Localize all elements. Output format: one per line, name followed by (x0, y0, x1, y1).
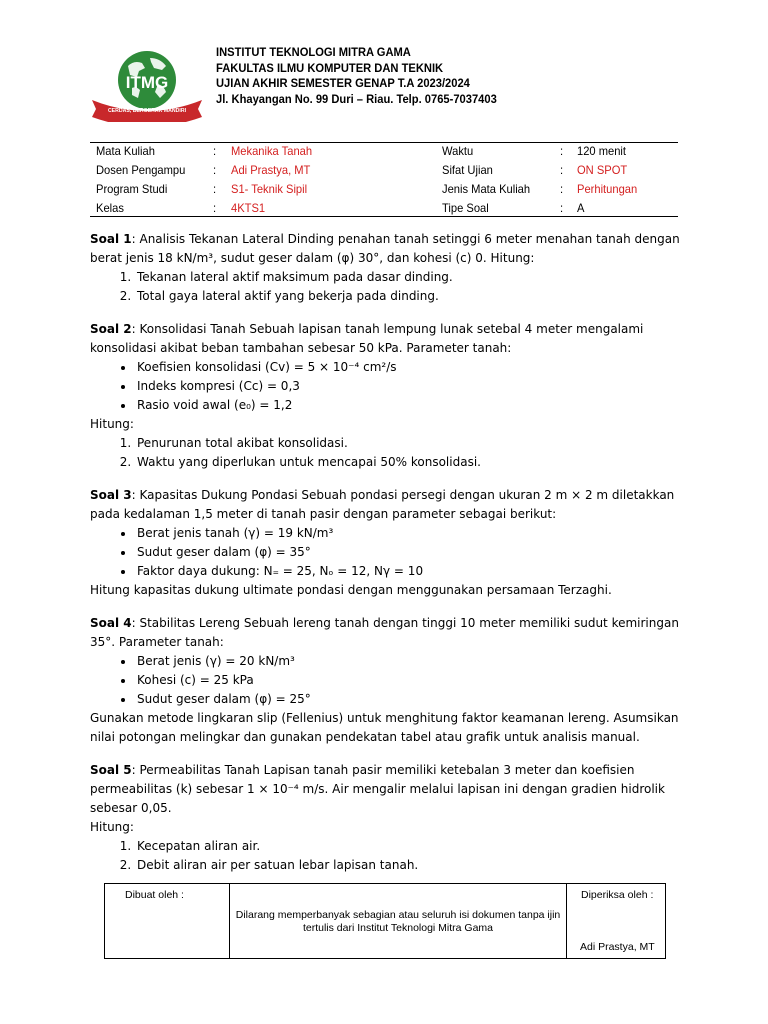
question-2-after: Hitung: (90, 417, 134, 431)
label-dosen: Dosen Pengampu (96, 163, 186, 177)
label-tipe-soal: Tipe Soal (442, 201, 489, 215)
institution-address: Jl. Khayangan No. 99 Duri – Riau. Telp. 0765-7037403 (216, 91, 497, 106)
question-4 (90, 614, 680, 747)
logo-motto: CERDAS, BERGERAK MANDIRI (107, 108, 187, 114)
question-label: Soal 5 (90, 763, 132, 777)
question-body: : Stabilitas Lereng Sebuah lereng tanah dengan tinggi 10 meter memiliki sudut kemiringan 35°. Parameter tanah: (90, 616, 679, 649)
colon: : (213, 182, 217, 196)
list-item: • Rasio void awal (e₀) = 1,2 (135, 396, 680, 415)
list-item: 2. Waktu yang diperlukan untuk mencapai 50% konsolidasi. (135, 453, 680, 472)
value-tipe-soal: A (577, 201, 585, 215)
approval-box (104, 883, 666, 959)
copy-notice-line1: Dilarang memperbanyak sebagian atau seluruh isi dokumen tanpa ijin (235, 909, 561, 921)
list-item: • Koefisien konsolidasi (Cv) = 5 × 10⁻⁴ cm²/s (135, 358, 680, 377)
made-by-cell (105, 884, 230, 958)
question-5-items (90, 837, 680, 875)
question-2-items (90, 434, 680, 472)
copy-notice-line2: tertulis dari Institut Teknologi Mitra Gama (302, 922, 494, 934)
colon: : (560, 163, 564, 177)
question-3-after: Hitung kapasitas dukung ultimate pondasi dengan menggunakan persamaan Terzaghi. (90, 583, 612, 597)
value-kelas: 4KTS1 (231, 201, 266, 215)
label-kelas: Kelas (96, 201, 124, 215)
institution-header (216, 45, 497, 107)
info-bottom-rule (90, 216, 678, 217)
value-dosen: Adi Prastya, MT (231, 163, 311, 177)
label-waktu: Waktu (442, 144, 474, 158)
question-3-text (90, 486, 680, 524)
question-4-params (90, 652, 680, 709)
label-mata-kuliah: Mata Kuliah (96, 144, 155, 158)
label-sifat-ujian: Sifat Ujian (442, 163, 493, 177)
value-jenis-mk: Perhitungan (577, 182, 638, 196)
value-waktu: 120 menit (577, 144, 627, 158)
exam-title: UJIAN AKHIR SEMESTER GENAP T.A 2023/2024 (216, 76, 470, 90)
notice-cell (230, 884, 567, 958)
question-label: Soal 1 (90, 232, 132, 246)
colon: : (560, 201, 564, 215)
list-item: 2. Total gaya lateral aktif yang bekerja pada dinding. (135, 287, 680, 306)
info-left-values (231, 142, 312, 218)
colon: : (560, 144, 564, 158)
logo-text: ITMG (125, 73, 169, 92)
question-body: : Analisis Tekanan Lateral Dinding penahan tanah setinggi 6 meter menahan tanah dengan berat jenis 18 kN/m³, sudut geser dalam (φ) 30°, dan kohesi (c) 0. Hitung: (90, 232, 680, 265)
list-item: 1. Penurunan total akibat konsolidasi. (135, 434, 680, 453)
list-item: • Sudut geser dalam (φ) = 35° (135, 543, 680, 562)
question-label: Soal 4 (90, 616, 132, 630)
list-item: 2. Debit aliran air per satuan lebar lapisan tanah. (135, 856, 680, 875)
info-right-colons (560, 142, 563, 218)
question-1-text (90, 230, 680, 268)
faculty-name: FAKULTAS ILMU KOMPUTER DAN TEKNIK (216, 60, 444, 75)
question-2-text (90, 320, 680, 358)
checked-by-cell (567, 884, 665, 958)
label-jenis-mk: Jenis Mata Kuliah (442, 182, 531, 196)
made-by-label: Dibuat oleh : (125, 889, 184, 901)
question-5-after: Hitung: (90, 820, 134, 834)
copy-notice (230, 909, 566, 935)
list-item: 1. Tekanan lateral aktif maksimum pada dasar dinding. (135, 268, 680, 287)
colon: : (213, 163, 217, 177)
label-prodi: Program Studi (96, 182, 168, 196)
colon: : (213, 201, 217, 215)
colon: : (213, 144, 217, 158)
info-right-labels (442, 142, 530, 218)
question-5 (90, 761, 680, 875)
question-body: : Permeabilitas Tanah Lapisan tanah pasir memiliki ketebalan 3 meter dan koefisien permeabilitas (k) sebesar 1 × 10⁻⁴ m/s. Air mengalir melalui lapisan ini dengan gradien hidrolik sebesar 0,05. (90, 763, 665, 815)
value-sifat-ujian: ON SPOT (577, 163, 628, 177)
institution-name: INSTITUT TEKNOLOGI MITRA GAMA (216, 45, 411, 59)
list-item: • Sudut geser dalam (φ) = 25° (135, 690, 680, 709)
list-item: • Kohesi (c) = 25 kPa (135, 671, 680, 690)
colon: : (560, 182, 564, 196)
list-item: • Indeks kompresi (Cc) = 0,3 (135, 377, 680, 396)
itmg-logo (88, 44, 206, 122)
question-label: Soal 2 (90, 322, 132, 336)
question-3-params (90, 524, 680, 581)
question-2 (90, 320, 680, 472)
checked-by-label: Diperiksa oleh : (581, 889, 654, 901)
value-prodi: S1- Teknik Sipil (231, 182, 308, 196)
list-item: • Berat jenis tanah (γ) = 19 kN/m³ (135, 524, 680, 543)
questions (90, 230, 680, 889)
question-2-params (90, 358, 680, 415)
question-3 (90, 486, 680, 600)
info-left-colons (213, 142, 216, 218)
list-item: 1. Kecepatan aliran air. (135, 837, 680, 856)
list-item: • Berat jenis (γ) = 20 kN/m³ (135, 652, 680, 671)
question-1-items (90, 268, 680, 306)
question-body: : Kapasitas Dukung Pondasi Sebuah pondasi persegi dengan ukuran 2 m × 2 m diletakkan pada kedalaman 1,5 meter di tanah pasir dengan parameter sebagai berikut: (90, 488, 675, 521)
question-label: Soal 3 (90, 488, 132, 502)
checker-name: Adi Prastya, MT (580, 941, 655, 953)
list-item: • Faktor daya dukung: N₌ = 25, Nₒ = 12, Nγ = 10 (135, 562, 680, 581)
question-body: : Konsolidasi Tanah Sebuah lapisan tanah lempung lunak setebal 4 meter mengalami konsolidasi akibat beban tambahan sebesar 50 kPa. Parameter tanah: (90, 322, 644, 355)
info-right-values (577, 142, 637, 218)
question-5-text (90, 761, 680, 818)
question-1 (90, 230, 680, 306)
question-4-after: Gunakan metode lingkaran slip (Fellenius) untuk menghitung faktor keamanan lereng. Asumsikan nilai potongan melingkar dan gunakan pendekatan tabel atau grafik untuk analisis manual. (90, 711, 679, 744)
info-left-labels (96, 142, 185, 218)
value-mata-kuliah: Mekanika Tanah (231, 144, 313, 158)
question-4-text (90, 614, 680, 652)
